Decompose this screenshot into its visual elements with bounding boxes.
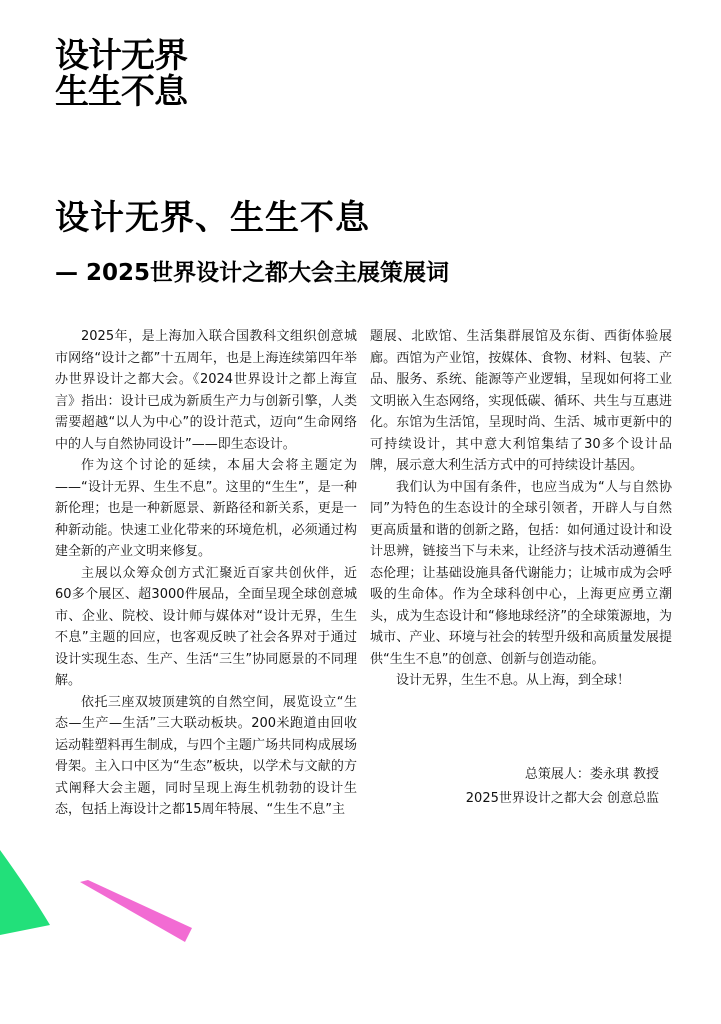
body-column-left — [55, 326, 357, 821]
paragraph: 设计无界，生生不息。从上海，到全球！ — [396, 673, 631, 688]
curator-name: 总策展人：娄永琪 教授 — [524, 767, 659, 782]
logo-line-2: 生生不息 — [55, 72, 187, 112]
signature — [466, 763, 659, 811]
curator-role: 2025世界设计之都大会 创意总监 — [465, 791, 659, 806]
subtitle-text: 2025世界设计之都大会主展策展词 — [86, 260, 450, 286]
paragraph: 作为这个讨论的延续，本届大会将主题定为——“设计无界、生生不息”。这里的“生生”，是一种新伦理；也是一种新愿景、新路径和新关系，更是一种新动能。快速工业化带来的环境危机，必须通过构建全新的产业文明来修复。 — [55, 458, 357, 559]
paragraph: 我们认为中国有条件，也应当成为“人与自然协同”为特色的生态设计的全球引领者，开辟人与自然更高质量和谐的创新之路，包括：如何通过设计和设计思辨，链接当下与未来，让经济与技术活动遵循生态伦理；让基础设施具备代谢能力；让城市成为会呼吸的生命体。作为全球科创中心，上海更应勇立潮头，成为生态设计和“修地球经济”的全球策源地，为城市、产业、环境与社会的转型升级和高质量发展提供“生生不息”的创意、创新与创造动能。 — [370, 479, 672, 667]
page-subtitle — [55, 254, 449, 287]
paragraph: 主展以众筹众创方式汇聚近百家共创伙伴，近60多个展区、超3000件展品，全面呈现全球创意城市、企业、院校、设计师与媒体对“设计无界，生生不息”主题的回应，也客观反映了社会各界对于通过设计实现生态、生产、生活“三生”协同愿景的不同理解。 — [55, 565, 357, 688]
paragraph: 依托三座双坡顶建筑的自然空间，展览设立“生态—生产—生活”三大联动板块。200米跑道由回收运动鞋塑料再生制成，与四个主题广场共同构成展场骨架。主入口中区为“生态”板块，以学术与文献的方式阐释大会主题，同时呈现上海生机勃勃的设计生态，包括上海设计之都15周年特展、“生生不息”主 — [55, 694, 357, 817]
paragraph: 2025年，是上海加入联合国教科文组织创意城市网络“设计之都”十五周年，也是上海连续第四年举办世界设计之都大会。《2024世界设计之都上海宣言》指出：设计已成为新质生产力与创新引擎，人类需要超越“以人为中心”的设计范式，迈向“生命网络中的人与自然协同设计”——即生态设计。 — [55, 329, 357, 452]
magenta-shape-decoration — [80, 880, 200, 950]
subtitle-dash: — — [55, 260, 78, 286]
body-column-right — [370, 326, 672, 692]
page-title: 设计无界、生生不息 — [55, 198, 370, 238]
logo-line-1: 设计无界 — [55, 36, 187, 76]
logo — [55, 38, 187, 110]
paragraph-continuation: 题展、北欧馆、生活集群展馆及东街、西街体验展廊。西馆为产业馆，按媒体、食物、材料、包装、产品、服务、系统、能源等产业逻辑，呈现如何将工业文明嵌入生态网络，实现低碳、循环、共生与互惠进化。东馆为生活馆，呈现时尚、生活、城市更新中的可持续设计，其中意大利馆集结了30多个设计品牌，展示意大利生活方式中的可持续设计基因。 — [370, 329, 672, 473]
green-shape-decoration — [0, 850, 60, 940]
